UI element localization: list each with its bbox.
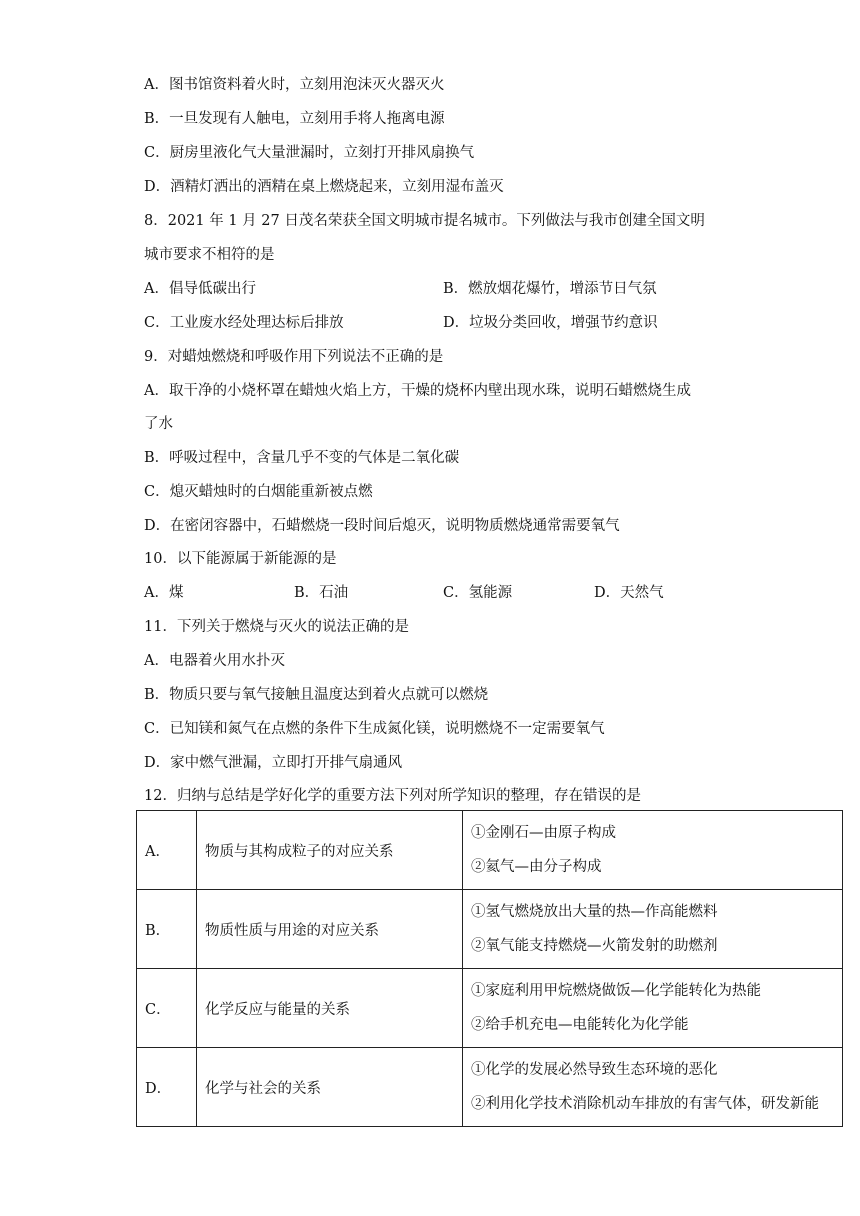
- row-items: [463, 1048, 843, 1127]
- row-items: [463, 969, 843, 1048]
- table-row: [137, 890, 843, 969]
- row-item-1: ①氢气燃烧放出大量的热—作高能燃料: [471, 904, 718, 920]
- q12-stem: 12．归纳与总结是学好化学的重要方法下列对所学知识的整理，存在错误的是: [144, 788, 641, 804]
- q9-option-a-line2: 了水: [144, 416, 173, 432]
- q11-option-c: C．已知镁和氮气在点燃的条件下生成氮化镁，说明燃烧不一定需要氧气: [144, 721, 605, 737]
- row-item-1: ①家庭利用甲烷燃烧做饭—化学能转化为热能: [471, 983, 761, 999]
- q7-option-b: B．一旦发现有人触电，立刻用手将人拖离电源: [144, 111, 445, 127]
- q8-option-d: D．垃圾分类回收，增强节约意识: [443, 315, 658, 331]
- q7-option-a: A．图书馆资料着火时，立刻用泡沫灭火器灭火: [144, 77, 445, 93]
- row-topic: 物质性质与用途的对应关系: [197, 890, 463, 969]
- row-topic: 物质与其构成粒子的对应关系: [197, 811, 463, 890]
- q10-option-d: D．天然气: [594, 585, 664, 601]
- row-item-2: ②利用化学技术消除机动车排放的有害气体，研发新能: [471, 1096, 819, 1112]
- q9-stem: 9．对蜡烛燃烧和呼吸作用下列说法不正确的是: [144, 349, 444, 365]
- q11-option-b: B．物质只要与氧气接触且温度达到着火点就可以燃烧: [144, 687, 489, 703]
- row-label: B．: [137, 890, 197, 969]
- q9-option-c: C．熄灭蜡烛时的白烟能重新被点燃: [144, 484, 373, 500]
- q11-option-a: A．电器着火用水扑灭: [144, 653, 285, 669]
- row-label: D．: [137, 1048, 197, 1127]
- q11-option-d: D．家中燃气泄漏，立即打开排气扇通风: [144, 755, 403, 771]
- q7-option-d: D．酒精灯洒出的酒精在桌上燃烧起来，立刻用湿布盖灭: [144, 179, 504, 195]
- q9-option-d: D．在密闭容器中，石蜡燃烧一段时间后熄灭，说明物质燃烧通常需要氧气: [144, 518, 620, 534]
- row-label: C．: [137, 969, 197, 1048]
- q11-stem: 11．下列关于燃烧与灭火的说法正确的是: [144, 619, 409, 635]
- row-items: [463, 890, 843, 969]
- row-item-1: ①化学的发展必然导致生态环境的恶化: [471, 1062, 718, 1078]
- row-item-2: ②给手机充电—电能转化为化学能: [471, 1017, 689, 1033]
- q8-option-a: A．倡导低碳出行: [144, 281, 256, 297]
- q8-stem-line1: 8．2021 年 1 月 27 日茂名荣获全国文明城市提名城市。下列做法与我市创建全国文明: [144, 213, 705, 229]
- table-row: [137, 1048, 843, 1127]
- row-label: A．: [137, 811, 197, 890]
- row-item-2: ②氦气—由分子构成: [471, 859, 602, 875]
- table-row: [137, 969, 843, 1048]
- q9-option-a-line1: A．取干净的小烧杯罩在蜡烛火焰上方，干燥的烧杯内壁出现水珠，说明石蜡燃烧生成: [144, 383, 691, 399]
- q10-option-c: C．氢能源: [443, 585, 513, 601]
- q12-table: [136, 810, 843, 1127]
- q10-option-b: B．石油: [294, 585, 349, 601]
- q8-stem-line2: 城市要求不相符的是: [144, 247, 275, 263]
- row-topic: 化学与社会的关系: [197, 1048, 463, 1127]
- q7-option-c: C．厨房里液化气大量泄漏时，立刻打开排风扇换气: [144, 145, 475, 161]
- q8-option-b: B．燃放烟花爆竹，增添节日气氛: [443, 281, 657, 297]
- row-item-1: ①金刚石—由原子构成: [471, 825, 616, 841]
- row-item-2: ②氧气能支持燃烧—火箭发射的助燃剂: [471, 938, 718, 954]
- q9-option-b: B．呼吸过程中，含量几乎不变的气体是二氧化碳: [144, 450, 460, 466]
- q8-option-c: C．工业废水经处理达标后排放: [144, 315, 344, 331]
- q10-stem: 10．以下能源属于新能源的是: [144, 551, 337, 567]
- table-row: [137, 811, 843, 890]
- row-items: [463, 811, 843, 890]
- row-topic: 化学反应与能量的关系: [197, 969, 463, 1048]
- q10-option-a: A．煤: [144, 585, 184, 601]
